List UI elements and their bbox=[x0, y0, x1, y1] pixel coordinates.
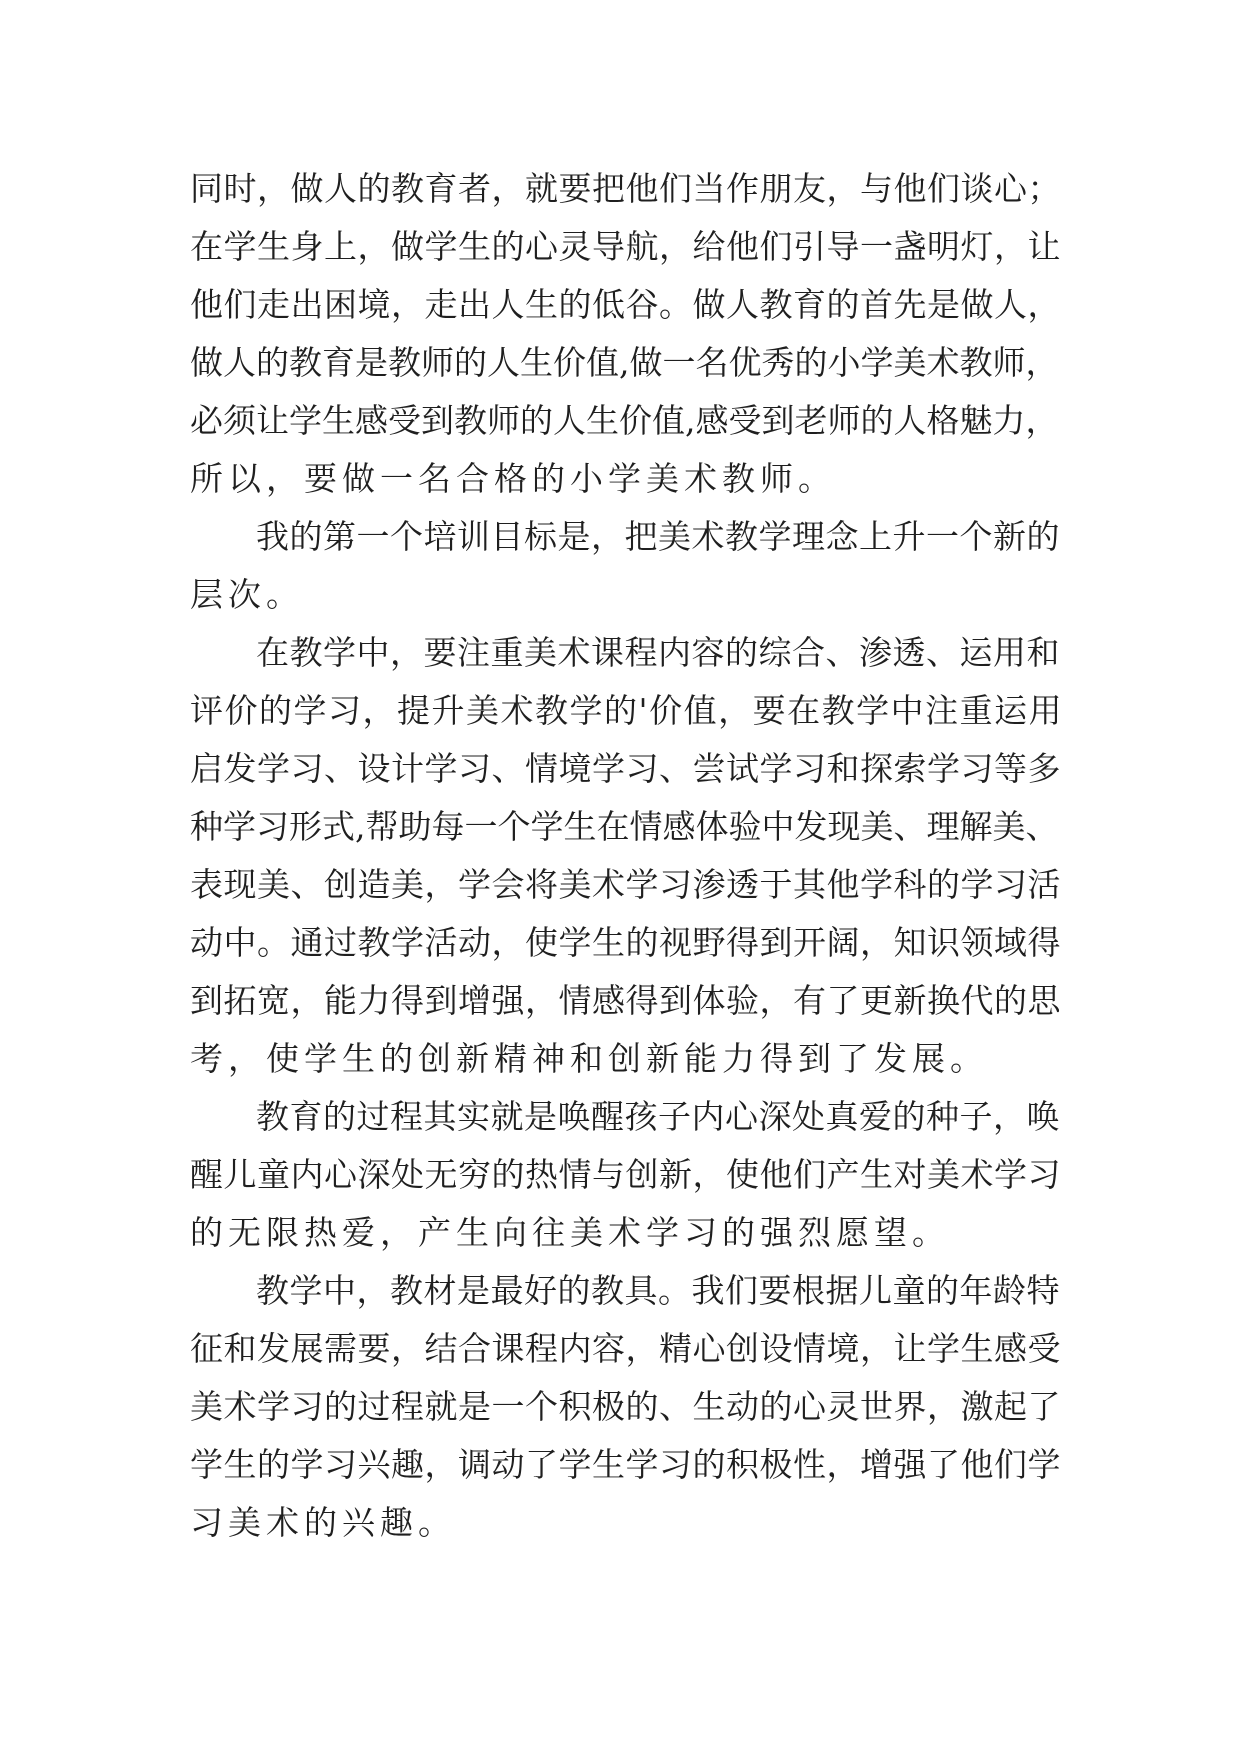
text-line: 层次。 bbox=[190, 575, 304, 614]
paragraph-first-line: 我的第一个培训目标是，把美术教学理念上升一个新的 bbox=[256, 517, 1060, 556]
text-line: 征和发展需要，结合课程内容，精心创设情境，让学生感受 bbox=[190, 1329, 1061, 1368]
text-line: 在学生身上，做学生的心灵导航，给他们引导一盏明灯，让 bbox=[190, 227, 1061, 266]
text-line: 所以，要做一名合格的小学美术教师。 bbox=[190, 459, 836, 498]
text-line: 考，使学生的创新精神和创新能力得到了发展。 bbox=[190, 1039, 988, 1078]
text-line: 到拓宽，能力得到增强，情感得到体验，有了更新换代的思 bbox=[190, 981, 1061, 1020]
text-line: 动中。通过教学活动，使学生的视野得到开阔，知识领域得 bbox=[190, 923, 1061, 962]
text-line: 美术学习的过程就是一个积极的、生动的心灵世界，激起了 bbox=[190, 1387, 1061, 1426]
text-line: 他们走出困境，走出人生的低谷。做人教育的首先是做人， bbox=[190, 285, 1061, 324]
paragraph-first-line: 教育的过程其实就是唤醒孩子内心深处真爱的种子，唤 bbox=[256, 1097, 1060, 1136]
paragraph-first-line: 在教学中，要注重美术课程内容的综合、渗透、运用和 bbox=[256, 633, 1060, 672]
text-line: 做人的教育是教师的人生价值,做一名优秀的小学美术教师， bbox=[190, 343, 1059, 382]
paragraph-first-line: 教学中，教材是最好的教具。我们要根据儿童的年龄特 bbox=[256, 1271, 1060, 1310]
text-line: 习美术的兴趣。 bbox=[190, 1503, 456, 1542]
text-line: 评价的学习，提升美术教学的'价值，要在教学中注重运用 bbox=[190, 691, 1064, 730]
text-line: 的无限热爱，产生向往美术学习的强烈愿望。 bbox=[190, 1213, 950, 1252]
document-body bbox=[190, 160, 1070, 1552]
text-line: 醒儿童内心深处无穷的热情与创新，使他们产生对美术学习 bbox=[190, 1155, 1061, 1194]
text-line: 启发学习、设计学习、情境学习、尝试学习和探索学习等多 bbox=[190, 749, 1061, 788]
text-line: 学生的学习兴趣，调动了学生学习的积极性，增强了他们学 bbox=[190, 1445, 1061, 1484]
text-line: 表现美、创造美，学会将美术学习渗透于其他学科的学习活 bbox=[190, 865, 1061, 904]
text-line: 必须让学生感受到教师的人生价值,感受到老师的人格魅力， bbox=[190, 401, 1059, 440]
text-line: 同时，做人的教育者，就要把他们当作朋友，与他们谈心； bbox=[190, 169, 1061, 208]
text-line: 种学习形式,帮助每一个学生在情感体验中发现美、理解美、 bbox=[190, 807, 1059, 846]
